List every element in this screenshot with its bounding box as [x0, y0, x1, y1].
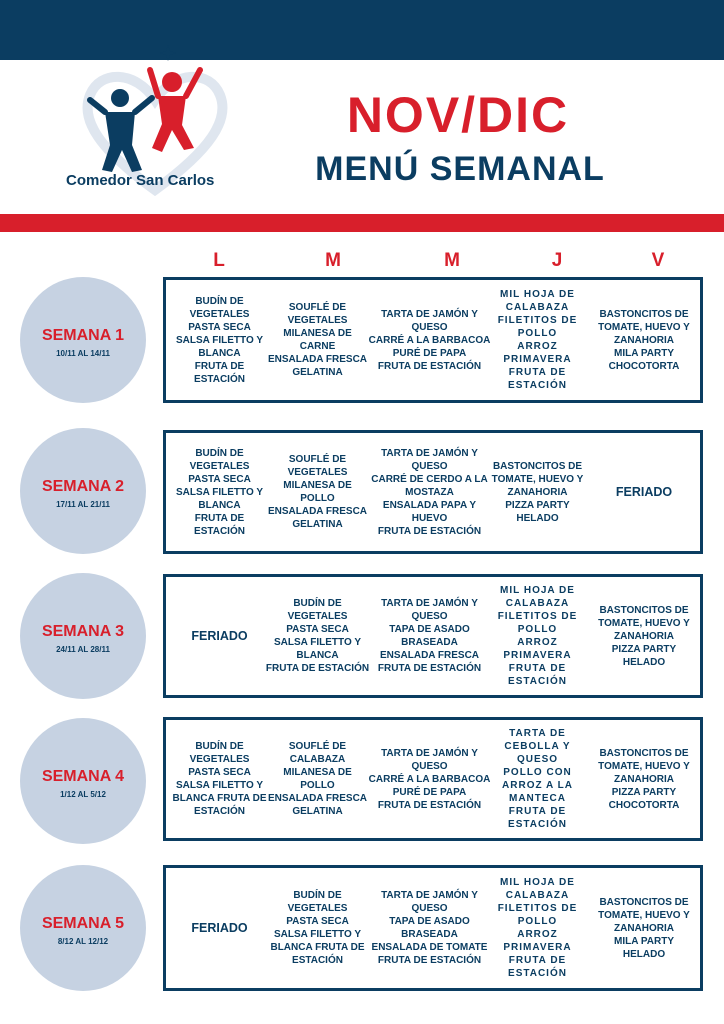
menu-cell-text: MIL HOJA DE CALABAZA FILETITOS DE POLLO ARROZ PRIMAVERA FRUTA DE ESTACIÓN — [497, 289, 578, 391]
menu-cell — [490, 434, 585, 550]
menu-cell-text: TARTA DE JAMÓN Y QUESO CARRÉ A LA BARBACOA PURÉ DE PAPA FRUTA DE ESTACIÓN — [368, 747, 491, 811]
menu-cell-text: BASTONCITOS DE TOMATE, HUEVO Y ZANAHORIA MILA PARTY CHOCOTORTA — [598, 308, 690, 372]
week-dates: 17/11 AL 21/11 — [56, 500, 110, 509]
menu-cell — [265, 578, 370, 694]
menu-cell-text: BUDÍN DE VEGETALES PASTA SECA SALSA FILETTO Y BLANCA FRUTA DE ESTACIÓN — [175, 447, 264, 537]
menu-cell-text: SOUFLÉ DE VEGETALES MILANESA DE CARNE ENSALADA FRESCA GELATINA — [267, 302, 368, 378]
menu-cell-text: BUDÍN DE VEGETALES PASTA SECA SALSA FILETTO Y BLANCA FRUTA DE ESTACIÓN — [265, 598, 370, 674]
menu-cell — [367, 434, 492, 550]
menu-cell-text: BASTONCITOS DE TOMATE, HUEVO Y ZANAHORIA PIZZA PARTY CHOCOTORTA — [598, 747, 690, 811]
logo-text: Comedor San Carlos — [66, 172, 215, 189]
menu-cell-text: MIL HOJA DE CALABAZA FILETITOS DE POLLO ARROZ PRIMAVERA FRUTA DE ESTACIÓN — [497, 877, 578, 979]
menu-cell-text: MIL HOJA DE CALABAZA FILETITOS DE POLLO ARROZ PRIMAVERA FRUTA DE ESTACIÓN — [497, 585, 578, 687]
day-header-lunes: L — [213, 250, 225, 271]
menu-cell — [265, 869, 370, 987]
menu-cell — [367, 578, 492, 694]
menu-cell — [172, 281, 267, 399]
menu-cell-text: FERIADO — [191, 628, 248, 643]
day-header-viernes: V — [651, 250, 665, 271]
week-title: SEMANA 5 — [41, 915, 125, 932]
menu-cell — [588, 578, 700, 694]
day-header-miercoles: M — [444, 250, 460, 271]
week-dates: 24/11 AL 28/11 — [56, 645, 110, 654]
menu-cell-text: FERIADO — [191, 920, 248, 935]
menu-cell — [265, 721, 370, 837]
menu-cell — [588, 869, 700, 987]
menu-cell-text: SOUFLÉ DE CALABAZA MILANESA DE POLLO ENSALADA FRESCA GELATINA — [267, 741, 368, 817]
menu-cell — [265, 281, 370, 399]
week-dates: 1/12 AL 5/12 — [60, 790, 106, 799]
week-title: SEMANA 3 — [41, 623, 125, 640]
menu-cell — [367, 869, 492, 987]
week-dates: 8/12 AL 12/12 — [57, 937, 109, 946]
menu-cell-text: BASTONCITOS DE TOMATE, HUEVO Y ZANAHORIA MILA PARTY HELADO — [598, 896, 690, 960]
menu-cell — [172, 721, 267, 837]
title-menu-semanal: MENÚ SEMANAL — [315, 150, 605, 188]
menu-cell-text: TARTA DE JAMÓN Y QUESO TAPA DE ASADO BRASEADA ENSALADA DE TOMATE FRUTA DE ESTACIÓN — [371, 890, 488, 966]
menu-cell-text: BASTONCITOS DE TOMATE, HUEVO Y ZANAHORIA PIZZA PARTY HELADO — [598, 604, 690, 668]
week-title: SEMANA 4 — [41, 768, 125, 785]
holiday-cell — [588, 434, 700, 550]
menu-cell-text: TARTA DE JAMÓN Y QUESO CARRÉ DE CERDO A LA MOSTAZA ENSALADA PAPA Y HUEVO FRUTA DE ESTACIÓN — [371, 447, 488, 537]
holiday-cell — [172, 578, 267, 694]
menu-cell — [172, 434, 267, 550]
menu-cell — [490, 869, 585, 987]
menu-cell-text: TARTA DE CEBOLLA Y QUESO POLLO CON ARROZ A LA MANTECA FRUTA DE ESTACIÓN — [502, 728, 573, 830]
red-divider — [0, 214, 724, 232]
menu-cell-text: BUDÍN DE VEGETALES PASTA SECA SALSA FILETTO Y BLANCA FRUTA DE ESTACIÓN — [175, 295, 264, 385]
menu-cell-text: TARTA DE JAMÓN Y QUESO CARRÉ A LA BARBACOA PURÉ DE PAPA FRUTA DE ESTACIÓN — [368, 308, 491, 372]
menu-cell — [588, 281, 700, 399]
menu-cell — [367, 721, 492, 837]
day-header-martes: M — [325, 250, 341, 271]
menu-cell — [588, 721, 700, 837]
menu-cell — [490, 578, 585, 694]
menu-cell — [490, 281, 585, 399]
menu-cell-text: TARTA DE JAMÓN Y QUESO TAPA DE ASADO BRASEADA ENSALADA FRESCA FRUTA DE ESTACIÓN — [377, 598, 482, 674]
day-header-jueves: J — [551, 250, 563, 271]
menu-cell-text: SOUFLÉ DE VEGETALES MILANESA DE POLLO ENSALADA FRESCA GELATINA — [267, 454, 368, 530]
menu-cell — [265, 434, 370, 550]
menu-cell — [490, 721, 585, 837]
week-title: SEMANA 2 — [41, 478, 125, 495]
menu-cell-text: BUDÍN DE VEGETALES PASTA SECA SALSA FILETTO Y BLANCA FRUTA DE ESTACIÓN — [172, 741, 267, 817]
holiday-cell — [172, 869, 267, 987]
menu-cell-text: BUDÍN DE VEGETALES PASTA SECA SALSA FILETTO Y BLANCA FRUTA DE ESTACIÓN — [270, 890, 365, 966]
menu-cell-text: FERIADO — [615, 484, 673, 499]
week-dates: 10/11 AL 14/11 — [56, 349, 110, 358]
title-nov-dic: NOV/DIC — [346, 87, 570, 143]
week-title: SEMANA 1 — [41, 327, 125, 344]
menu-cell — [367, 281, 492, 399]
menu-cell-text: BASTONCITOS DE TOMATE, HUEVO Y ZANAHORIA PIZZA PARTY HELADO — [491, 460, 584, 524]
